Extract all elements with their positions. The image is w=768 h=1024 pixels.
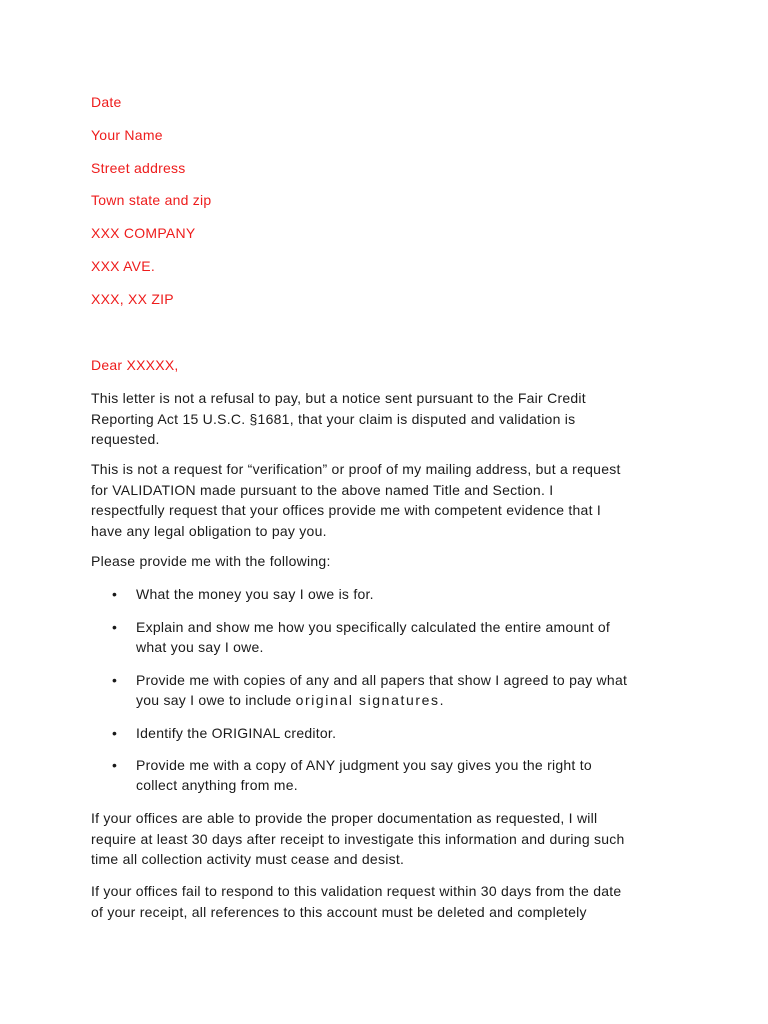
paragraph-line: requested. bbox=[91, 431, 160, 447]
list-item-text bbox=[136, 585, 374, 605]
salutation: Dear XXXXX, bbox=[91, 357, 179, 373]
list-item-line: What the money you say I owe is for. bbox=[136, 586, 374, 602]
bullet-icon: • bbox=[112, 586, 118, 602]
paragraph-deletion bbox=[91, 881, 691, 922]
list-item-line-part: . bbox=[439, 691, 444, 708]
paragraph-line: for VALIDATION made pursuant to the above named Title and Section. I bbox=[91, 481, 554, 498]
list-item-line: collect anything from me. bbox=[136, 776, 298, 793]
bullet-icon: • bbox=[112, 757, 118, 773]
sender-town: Town state and zip bbox=[91, 192, 212, 208]
paragraph-request bbox=[91, 551, 691, 572]
list-item-text bbox=[136, 756, 592, 795]
bullet-icon: • bbox=[112, 725, 118, 741]
list-item-line: Explain and show me how you specifically calculated the entire amount of bbox=[136, 619, 611, 635]
recipient-avenue: XXX AVE. bbox=[91, 258, 155, 274]
date-line: Date bbox=[91, 94, 122, 110]
paragraph-line: This letter is not a refusal to pay, but a notice sent pursuant to the Fair Credit bbox=[91, 390, 586, 406]
list-item-line: Provide me with copies of any and all papers that show I agreed to pay what bbox=[136, 672, 628, 688]
paragraph-line: respectfully request that your offices provide me with competent evidence that I bbox=[91, 502, 601, 518]
list-item-text bbox=[136, 618, 610, 657]
recipient-city: XXX, XX ZIP bbox=[91, 291, 174, 307]
paragraph-line: Reporting Act 15 U.S.C. §1681, that your claim is disputed and validation is bbox=[91, 410, 576, 427]
paragraph-line: If your offices fail to respond to this validation request within 30 days from the date bbox=[91, 883, 622, 899]
paragraph-line: require at least 30 days after receipt to investigate this information and during such bbox=[91, 830, 625, 847]
paragraph-line: If your offices are able to provide the proper documentation as requested, I will bbox=[91, 810, 598, 826]
list-item-line: Provide me with a copy of ANY judgment you say gives you the right to bbox=[136, 757, 592, 773]
list-item-line: Identify the ORIGINAL creditor. bbox=[136, 725, 337, 741]
paragraph-line: of your receipt, all references to this account must be deleted and completely bbox=[91, 903, 587, 920]
recipient-company: XXX COMPANY bbox=[91, 225, 196, 241]
paragraph-notice bbox=[91, 388, 691, 450]
bullet-icon: • bbox=[112, 672, 118, 688]
list-item-text bbox=[136, 671, 627, 710]
paragraph-line: This is not a request for “verification” or proof of my mailing address, but a request bbox=[91, 461, 621, 477]
list-item-line: what you say I owe. bbox=[136, 638, 264, 655]
list-item-text bbox=[136, 724, 336, 744]
list-item-line bbox=[136, 691, 627, 711]
sender-street: Street address bbox=[91, 160, 186, 176]
paragraph-line: have any legal obligation to pay you. bbox=[91, 522, 327, 539]
paragraph-line: time all collection activity must cease and desist. bbox=[91, 851, 405, 867]
paragraph-documentation bbox=[91, 808, 691, 870]
list-item-line-part: you say I owe to include bbox=[136, 691, 296, 708]
paragraph-line: Please provide me with the following: bbox=[91, 553, 331, 569]
bullet-icon: • bbox=[112, 619, 118, 635]
list-item-line-emphasis: original signatures bbox=[295, 691, 440, 708]
paragraph-validation bbox=[91, 459, 691, 541]
sender-name: Your Name bbox=[91, 127, 163, 143]
